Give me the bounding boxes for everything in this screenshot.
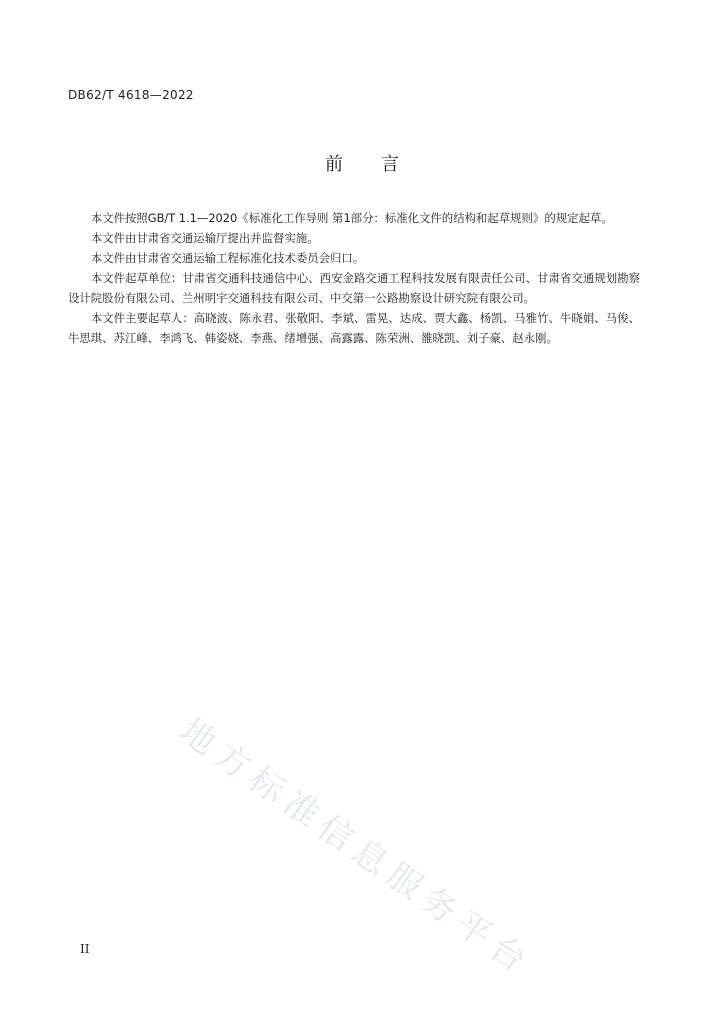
page-title: 前言 (325, 154, 437, 175)
watermark: 地方标准信息服务平台 (172, 710, 540, 985)
paragraph-centralized-unit: 本文件由甘肃省交通运输工程标准化技术委员会归口。 (90, 251, 365, 265)
foreword-body (68, 208, 640, 348)
paragraph-drafting-rules: 本文件按照GB/T 1.1—2020《标准化工作导则 第1部分：标准化文件的结构和起草规则》的规定起草。 (90, 211, 613, 225)
paragraph-proposer: 本文件由甘肃省交通运输厅提出并监督实施。 (90, 231, 319, 245)
page-number: II (80, 942, 90, 956)
document-code: DB62/T 4618—2022 (68, 88, 194, 102)
paragraph-drafters: 本文件主要起草人：高晓波、陈永君、张敬阳、李斌、雷晃、达成、贾大鑫、杨凯、马雅竹、牛晓娟、马俊、牛思琪、苏江峰、李鸿飞、韩姿娆、李燕、绪增强、高露露、陈荣洲、雒晓凯、刘子豪、赵永刚。 (68, 311, 640, 345)
paragraph-drafting-units: 本文件起草单位：甘肃省交通科技通信中心、西安金路交通工程科技发展有限责任公司、甘肃省交通规划勘察设计院股份有限公司、兰州明宇交通科技有限公司、中交第一公路勘察设计研究院有限公司。 (68, 271, 640, 305)
